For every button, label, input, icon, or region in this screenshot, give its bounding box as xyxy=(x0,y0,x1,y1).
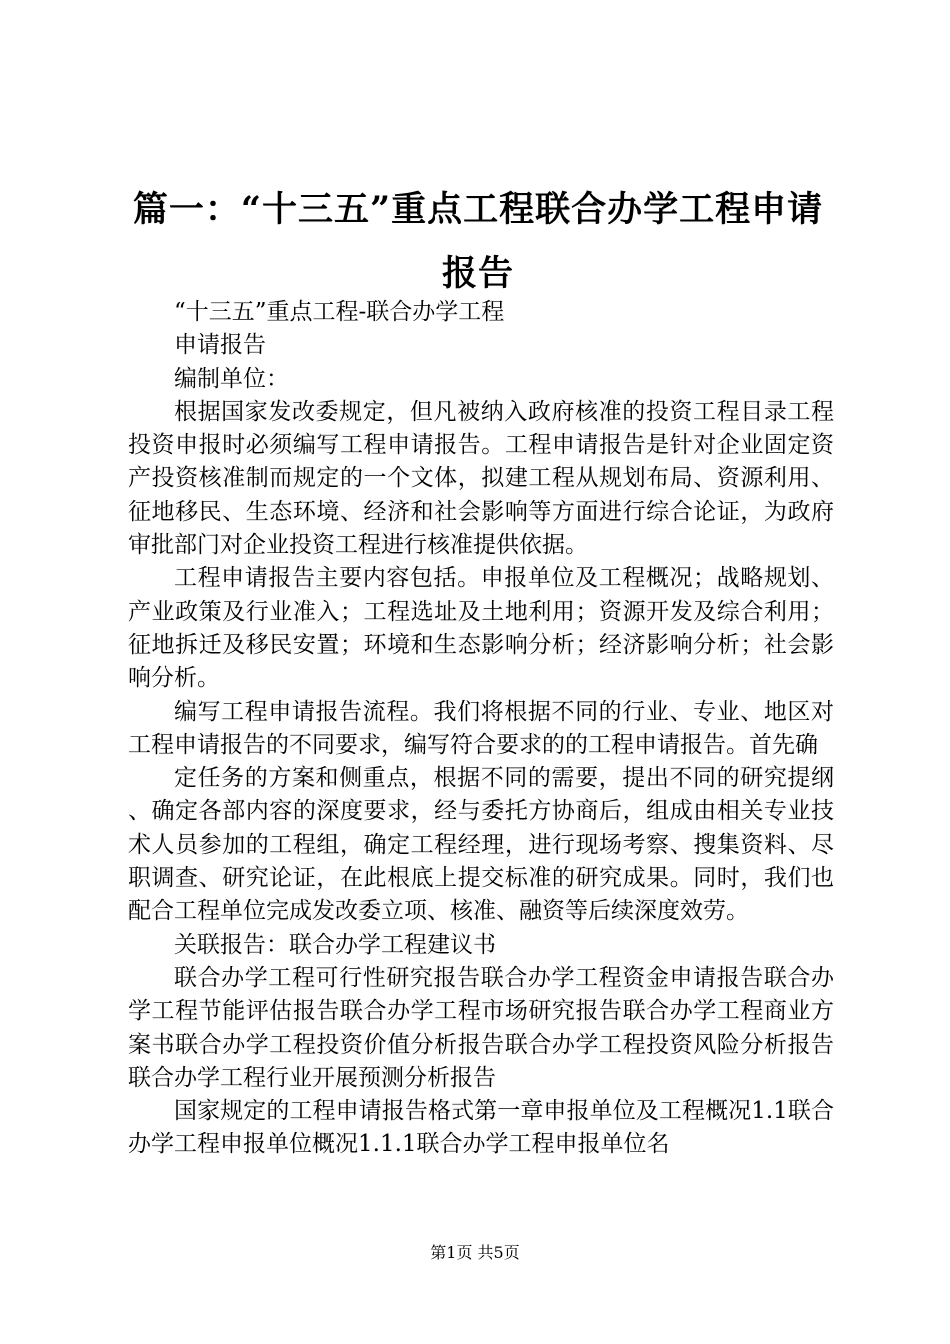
paragraph-regulation: 根据国家发改委规定，但凡被纳入政府核准的投资工程目录工程投资申报时必须编写工程申请报告。工程申请报告是针对企业固定资产投资核准制而规定的一个文体，拟建工程从规划布局、资源利用、征地移民、生态环境、经济和社会影响等方面进行综合论证，为政府审批部门对企业投资工程进行核准提供依据。 xyxy=(128,398,834,559)
paragraph-report-list: 联合办学工程可行性研究报告联合办学工程资金申请报告联合办学工程节能评估报告联合办学工程市场研究报告联合办学工程商业方案书联合办学工程投资价值分析报告联合办学工程投资风险分析报告联合办学工程行业开展预测分析报告 xyxy=(128,964,834,1091)
page-footer: 第1页 共5页 xyxy=(430,1243,520,1262)
paragraph-format: 国家规定的工程申请报告格式第一章申报单位及工程概况1.1联合办学工程申报单位概况1.1.1联合办学工程申报单位名 xyxy=(128,1098,834,1158)
paragraph-compiling-unit: 编制单位： xyxy=(174,365,289,392)
paragraph-tasks: 定任务的方案和侧重点，根据不同的需要，提出不同的研究提纲、确定各部内容的深度要求，经与委托方协商后，组成由相关专业技术人员参加的工程组，确定工程经理，进行现场考察、搜集资料、尽职调查、研究论证，在此根底上提交标准的研究成果。同时，我们也配合工程单位完成发改委立项、核准、融资等后续深度效劳。 xyxy=(128,765,834,925)
paragraph-project-name: “十三五”重点工程-联合办学工程 xyxy=(174,299,505,325)
document-body xyxy=(128,296,834,1162)
document-title: 篇一：“十三五”重点工程联合办学工程申请报告 xyxy=(132,189,824,294)
paragraph-related-report: 关联报告：联合办学工程建议书 xyxy=(174,931,496,958)
paragraph-report-type: 申请报告 xyxy=(174,332,266,359)
paragraph-main-content: 工程申请报告主要内容包括。申报单位及工程概况；战略规划、产业政策及行业准入；工程选址及土地利用；资源开发及综合利用；征地拆迁及移民安置；环境和生态影响分析；经济影响分析；社会影响分析。 xyxy=(128,565,834,692)
paragraph-process: 编写工程申请报告流程。我们将根据不同的行业、专业、地区对工程申请报告的不同要求，编写符合要求的的工程申请报告。首先确 xyxy=(128,698,834,758)
